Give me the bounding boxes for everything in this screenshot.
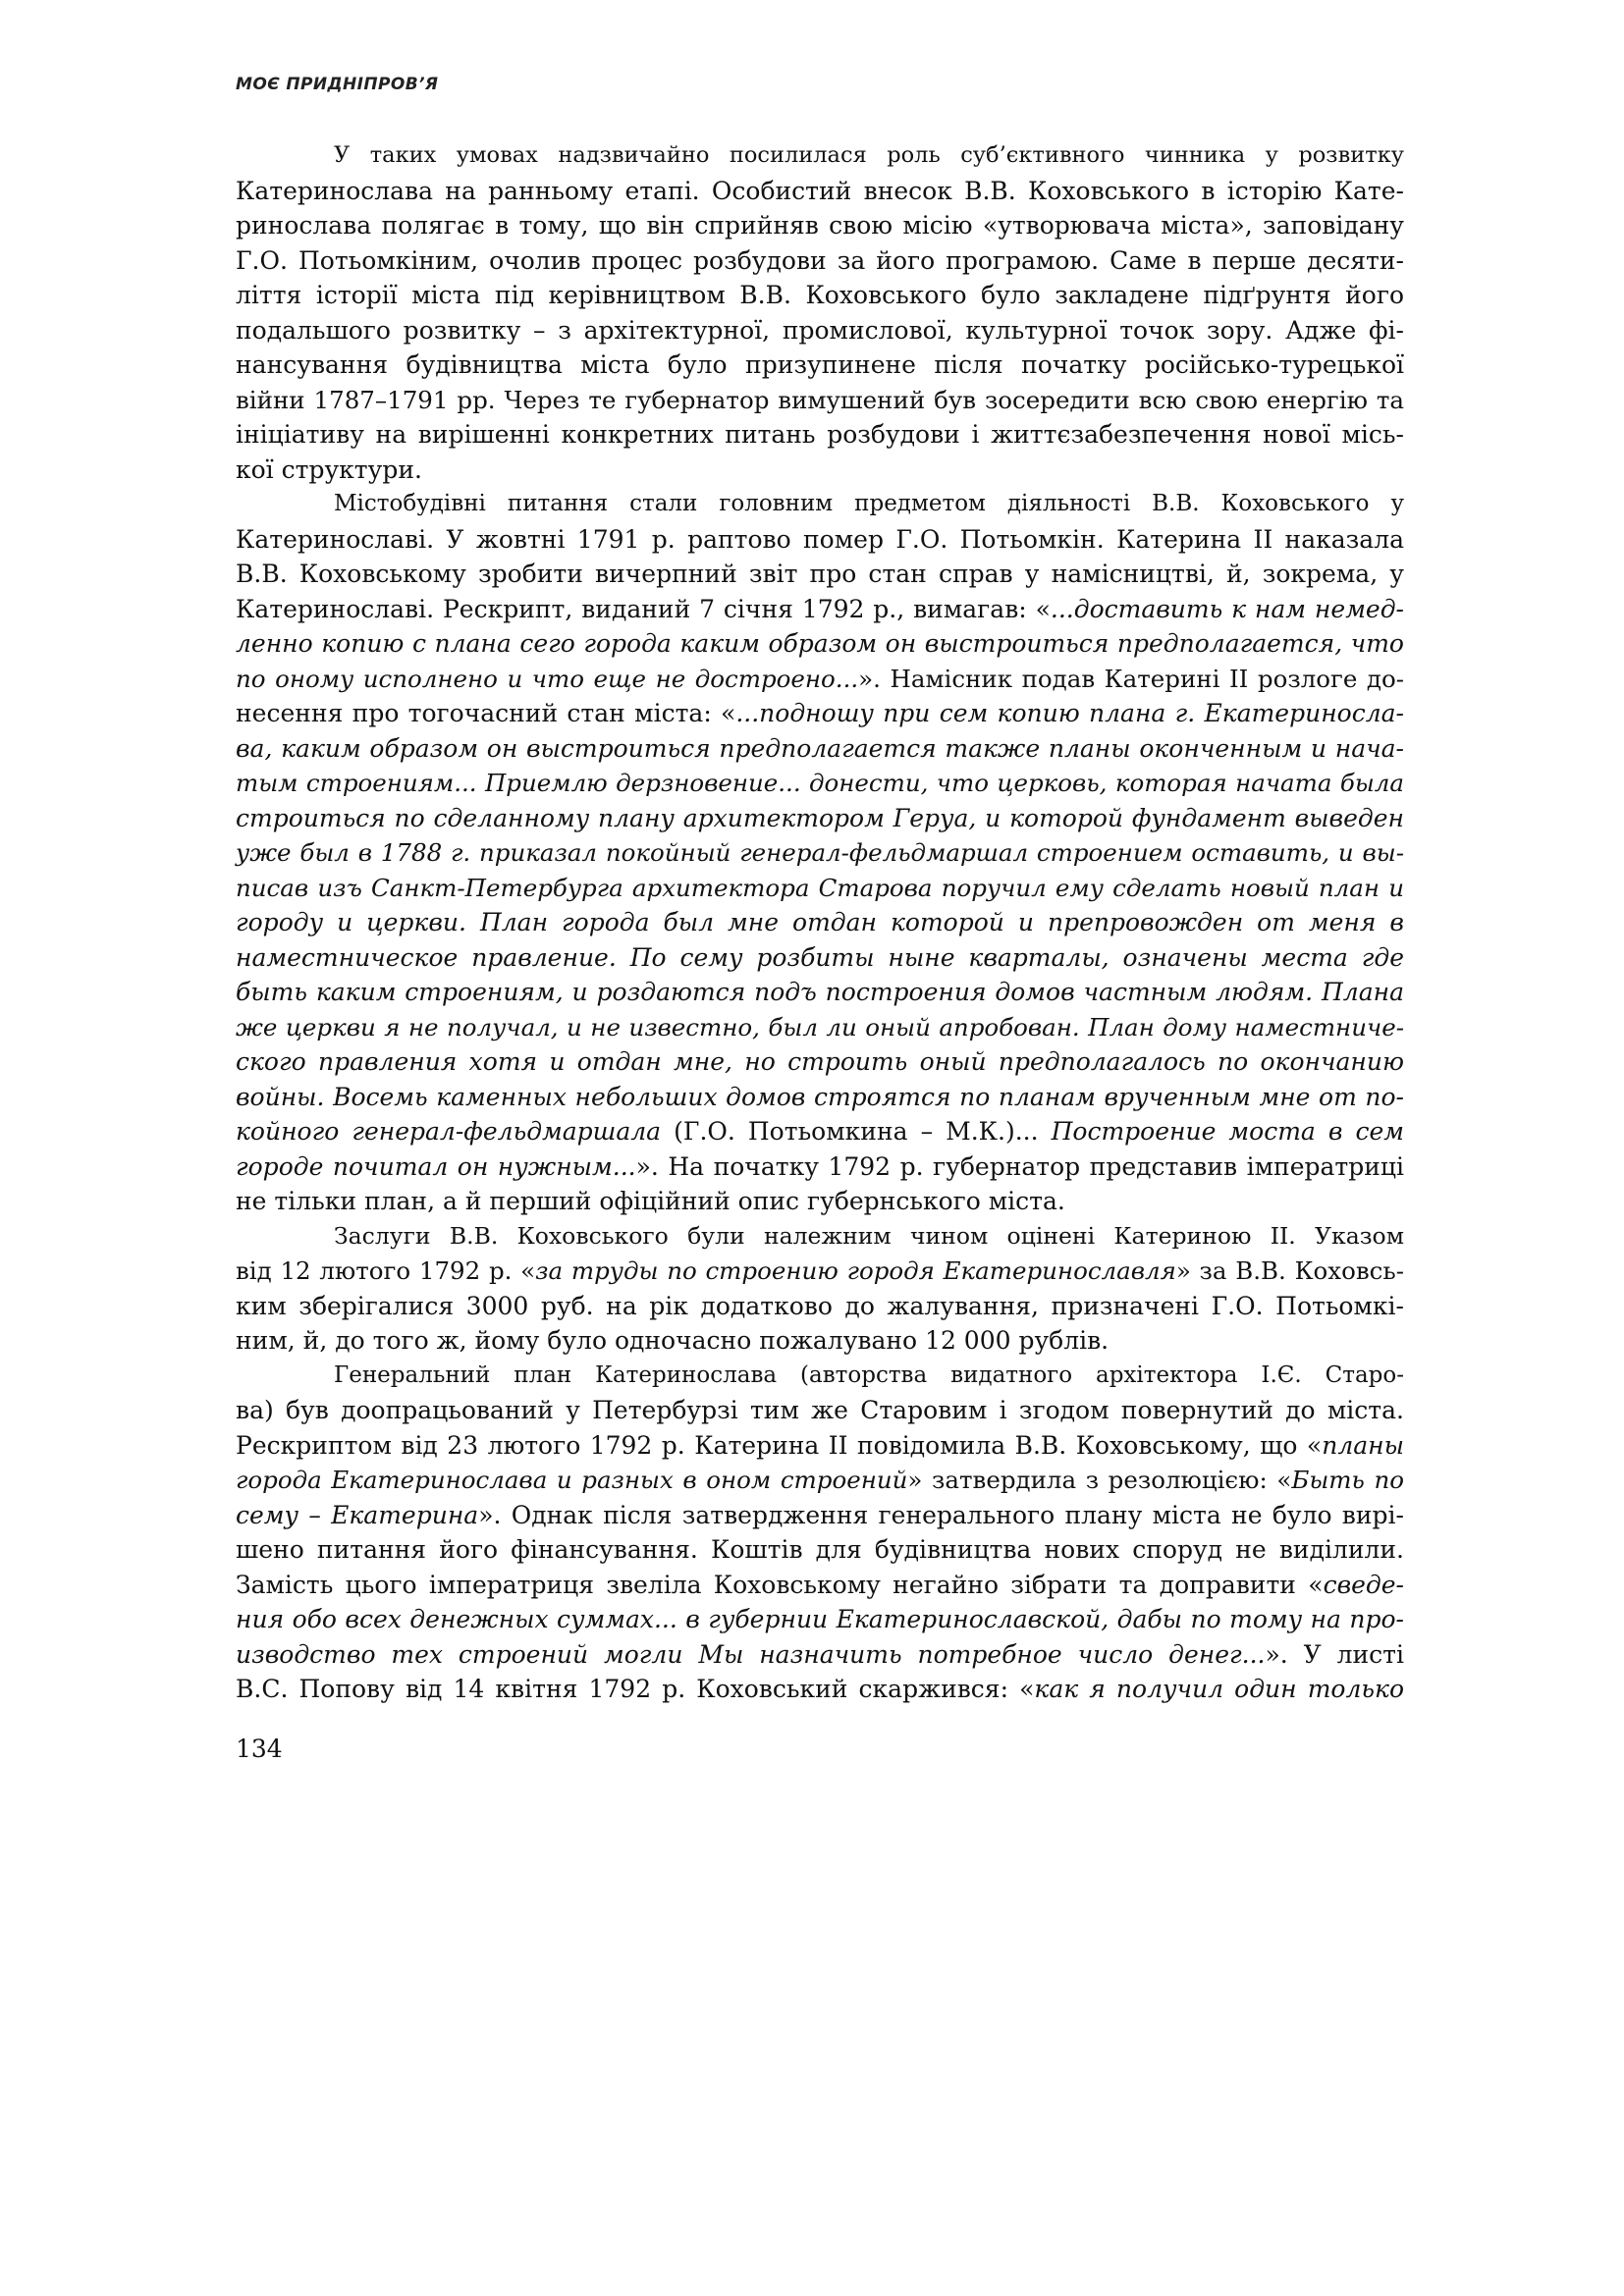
text-line: [236, 905, 1404, 940]
text-run: Заслуги В.В. Коховського були належним чином оцінені Катериною II. Указом: [334, 1221, 1404, 1250]
text-run: Містобудівні питання стали головним предметом діяльності В.В. Коховського у: [334, 491, 1404, 516]
italic-quote-text: ва, каким образом он выстроиться предполагается также планы оконченным и нача-: [236, 733, 1404, 763]
text-line: [236, 1080, 1404, 1115]
text-line: [236, 731, 1404, 767]
text-run: війни 1787–1791 рр. Через те губернатор вимушений був зосередити всю свою енергію та: [236, 385, 1404, 414]
italic-quote-text: наместническое правление. По сему розбиты ныне кварталы, означены места где: [236, 942, 1404, 972]
text-line: [236, 1184, 1404, 1219]
italic-quote-text: города Екатеринослава и разных в оном строений: [236, 1466, 908, 1494]
text-line: [236, 766, 1404, 801]
italic-quote-text: строиться по сделанному плану архитектором Геруа, и которой фундамент выведен: [236, 803, 1404, 832]
italic-quote-text: по оному исполнено и что еще не достроено...: [236, 664, 859, 693]
italic-quote-text: ленно копию с плана сего города каким образом он выстроиться предполагается, что: [236, 629, 1404, 658]
page-number: 134: [236, 1735, 283, 1763]
text-line: [236, 138, 1404, 174]
text-run: В.В. Коховському зробити вичерпний звіт про стан справ у намісництві, й, зокрема, у: [236, 560, 1404, 588]
italic-quote-text: тым строениям... Приемлю дерзновение... донести, что церковь, которая начата была: [236, 769, 1404, 797]
text-run: (Г.О. Потьомкина – М.К.)...: [661, 1117, 1052, 1146]
text-run: шено питання його фінансування. Коштів для будівництва нових споруд не виділили.: [236, 1535, 1404, 1564]
text-run: ». Намісник подав Катерині II розлоге до-: [858, 664, 1404, 693]
italic-quote-text: Построение моста в сем: [1051, 1117, 1404, 1146]
text-line: [236, 347, 1404, 383]
text-run: Г.О. Потьомкіним, очолив процес розбудови за його програмою. Саме в перше десяти-: [236, 245, 1404, 275]
italic-quote-text: быть каким строениям, и роздаются подъ построения домов частным людям. Плана: [236, 978, 1404, 1006]
italic-quote-text: как я получил один только: [1034, 1675, 1404, 1703]
text-run: » затвердила з резолюцією: «: [907, 1466, 1292, 1494]
text-run: Катеринослава на ранньому етапі. Особистий внесок В.В. Коховського в історію Кате-: [236, 176, 1404, 205]
text-line: [236, 1602, 1404, 1637]
italic-quote-text: планы: [1322, 1430, 1404, 1460]
italic-quote-text: городу и церкви. План города был мне отдан которой и препровожден от меня в: [236, 908, 1404, 936]
text-line: [236, 1044, 1404, 1080]
italic-quote-text: городе почитал он нужным...: [236, 1151, 636, 1181]
text-run: ініціативу на вирішенні конкретних питань розбудови і життєзабезпечення нової місь-: [236, 420, 1404, 449]
text-run: ва) був доопрацьований у Петербурзі тим же Старовим і згодом повернутий до міста.: [236, 1396, 1404, 1424]
text-line: [236, 1428, 1404, 1464]
italic-quote-text: уже был в 1788 г. приказал покойный генерал-фельдмаршал строением оставить, и вы-: [236, 838, 1404, 867]
text-line: [236, 1219, 1404, 1255]
text-line: [236, 487, 1404, 522]
text-line: [236, 1323, 1404, 1359]
text-line: [236, 1359, 1404, 1394]
text-run: ким зберігалися 3000 руб. на рік додатково до жалування, призначені Г.О. Потьомкі-: [236, 1291, 1404, 1320]
text-line: [236, 1149, 1404, 1185]
text-line: [236, 453, 1404, 488]
text-line: [236, 592, 1404, 627]
italic-quote-text: же церкви я не получал, и не известно, был ли оный апробован. План дому наместниче-: [236, 1012, 1404, 1041]
text-run: Катеринославі. Рескрипт, виданий 7 січня 1792 р., вимагав: «: [236, 594, 1051, 623]
italic-quote-text: сведе-: [1323, 1570, 1404, 1599]
text-line: [236, 1289, 1404, 1324]
text-line: [236, 696, 1404, 731]
text-line: [236, 1114, 1404, 1149]
text-line: [236, 208, 1404, 243]
text-run: ». Однак після затвердження генерального плану міста не було вирі-: [478, 1500, 1404, 1529]
italic-quote-text: сему – Екатерина: [236, 1500, 479, 1529]
text-line: [236, 174, 1404, 209]
text-run: » за В.В. Коховсь-: [1175, 1256, 1404, 1285]
text-line: [236, 1463, 1404, 1498]
text-line: [236, 1393, 1404, 1428]
italic-quote-text: за труды по строению городя Екатеринославля: [535, 1256, 1176, 1285]
italic-quote-text: войны. Восемь каменных небольших домов строятся по планам врученным мне от по-: [236, 1082, 1404, 1111]
text-line: [236, 1498, 1404, 1533]
italic-quote-text: ...доставить к нам немед-: [1050, 594, 1405, 623]
text-line: [236, 278, 1404, 313]
text-run: Рескриптом від 23 лютого 1792 р. Катерина II повідомила В.В. Коховському, що «: [236, 1430, 1323, 1460]
text-line: [236, 383, 1404, 418]
text-line: [236, 940, 1404, 976]
text-line: [236, 1010, 1404, 1045]
text-run: У таких умовах надзвичайно посилилася роль суб’єктивного чинника у розвитку: [334, 142, 1404, 168]
paragraph: [236, 138, 1404, 487]
body-text: [236, 138, 1404, 1707]
text-run: Генеральний план Катеринослава (авторства видатного архітектора І.Є. Старо-: [334, 1362, 1404, 1388]
italic-quote-text: изводство тех строений могли Мы назначить потребное число денег...: [236, 1639, 1266, 1669]
text-run: не тільки план, а й перший офіційний опис губернського міста.: [236, 1187, 1065, 1215]
text-run: від 12 лютого 1792 р. «: [236, 1256, 536, 1285]
text-run: подальшого розвитку – з архітектурної, промислової, культурної точок зору. Адже фі-: [236, 315, 1404, 345]
text-line: [236, 1532, 1404, 1568]
text-run: ». У листі: [1265, 1639, 1404, 1669]
text-line: [236, 313, 1404, 348]
text-run: ринослава полягає в тому, що він сприйняв свою місію «утворювача міста», заповідану: [236, 211, 1404, 240]
text-line: [236, 557, 1404, 592]
paragraph: [236, 1359, 1404, 1707]
text-run: нансування будівництва міста було призупинене після початку російсько-турецької: [236, 350, 1404, 379]
text-line: [236, 662, 1404, 697]
text-line: [236, 243, 1404, 279]
text-run: ліття історії міста під керівництвом В.В. Коховського було закладене підґрунтя його: [236, 281, 1404, 309]
italic-quote-text: койного генерал-фельдмаршала: [236, 1117, 662, 1146]
paragraph: [236, 1219, 1404, 1359]
italic-quote-text: ния обо всех денежных суммах... в губернии Екатеринославской, дабы по тому на про-: [236, 1605, 1404, 1633]
running-title: МОЄ ПРИДНІПРОВ’Я: [236, 75, 439, 94]
text-line: [236, 1672, 1404, 1707]
text-line: [236, 522, 1404, 558]
text-run: Катеринославі. У жовтні 1791 р. раптово помер Г.О. Потьомкін. Катерина II наказала: [236, 524, 1404, 554]
text-line: [236, 835, 1404, 871]
text-line: [236, 871, 1404, 906]
italic-quote-text: ского правления хотя и отдан мне, но строить оный предполагалось по окончанию: [236, 1047, 1404, 1076]
text-line: [236, 1637, 1404, 1673]
text-run: Замість цього імператриця звеліла Коховському негайно зібрати та доправити «: [236, 1570, 1324, 1599]
text-run: несення про тогочасний стан міста: «: [236, 699, 736, 727]
italic-quote-text: Быть по: [1291, 1466, 1404, 1494]
text-line: [236, 1568, 1404, 1603]
text-run: ». На початку 1792 р. губернатор представив імператриці: [635, 1151, 1404, 1181]
text-line: [236, 626, 1404, 662]
text-run: В.С. Попову від 14 квітня 1792 р. Коховський скаржився: «: [236, 1675, 1035, 1703]
text-run: кої структури.: [236, 454, 422, 484]
paragraph: [236, 487, 1404, 1219]
italic-quote-text: ...подношу при сем копию плана г. Екатериносла-: [735, 699, 1404, 727]
text-line: [236, 975, 1404, 1010]
text-run: ним, й, до того ж, йому було одночасно пожалувано 12 000 рублів.: [236, 1326, 1110, 1355]
text-line: [236, 801, 1404, 836]
text-line: [236, 417, 1404, 453]
italic-quote-text: писав изъ Санкт-Петербурга архитектора Старова поручил ему сделать новый план и: [236, 873, 1404, 902]
text-line: [236, 1254, 1404, 1289]
